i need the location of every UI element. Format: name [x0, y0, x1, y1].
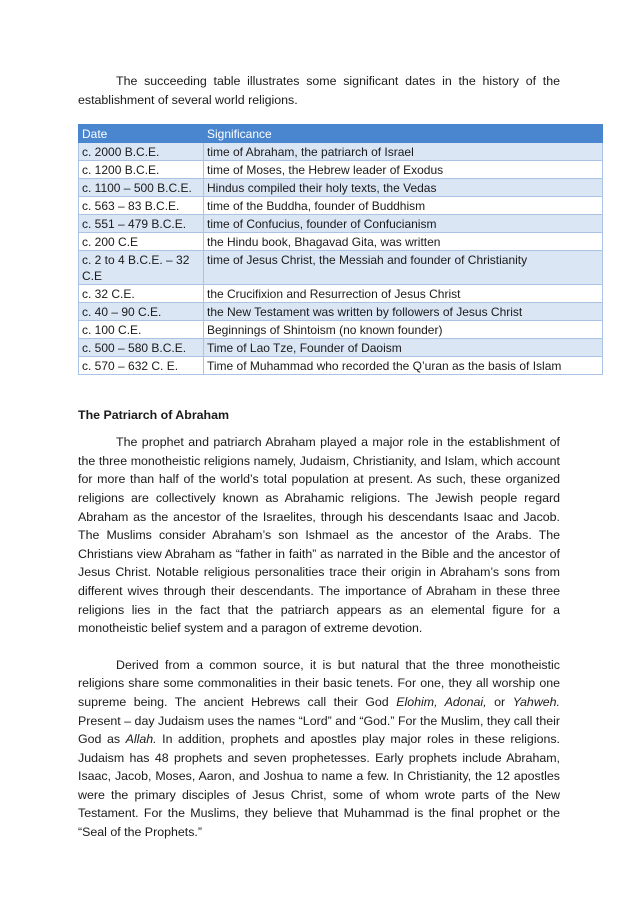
table-row — [79, 143, 603, 161]
paragraph-text: In addition, prophets and apostles play major roles in these religions. Judaism has 48 prophets and seven prophetesses. Early prophets include Abraham, Isaac, Jacob, Moses, Aaron, and Joshua to name a few. In Christianity, the 12 apostles were the primary disciples of Jesus Christ, some of whom wrote parts of the New Testament. For the Muslims, they believe that Muhammad is the final prophet or the “Seal of the Prophets.” — [78, 732, 560, 840]
commonalities-paragraph — [78, 656, 560, 842]
table-row — [79, 285, 603, 303]
date-cell: c. 1200 B.C.E. — [79, 161, 204, 179]
date-cell: c. 100 C.E. — [79, 321, 204, 339]
abraham-paragraph: The prophet and patriarch Abraham played a major role in the establishment of the three monotheistic religions namely, Judaism, Christianity, and Islam, which account for more than half of the world’s total population at present. As such, these organized religions are collectively known as Abrahamic religions. The Jewish people regard Abraham as the ancestor of the Israelites, through his descendants Isaac and Jacob. The Muslims consider Abraham’s son Ishmael as the ancestor of the Arabs. The Christians view Abraham as “father in faith” as narrated in the Bible and the ancestor of Jesus Christ. Notable religious personalities trace their origin in Abraham’s sons from different wives through their descendants. The importance of Abraham in these three religions lies in the fact that the patriarch appears as an elemental figure for a monotheistic belief system and a paragon of extreme devotion. — [78, 435, 560, 636]
significance-cell: time of Confucius, founder of Confucianism — [204, 215, 603, 233]
table-row — [79, 303, 603, 321]
paragraph-text: Derived from a common source, it is but natural that the three monotheistic religions share some commonalities in their basic tenets. For one, they all worship one supreme being. The ancient Hebrews call their God — [78, 657, 560, 709]
table-row — [79, 357, 603, 375]
date-cell: c. 200 C.E — [79, 233, 204, 251]
significance-column-header: Significance — [204, 125, 603, 143]
date-cell: c. 32 C.E. — [79, 285, 204, 303]
significance-cell: Time of Lao Tze, Founder of Daoism — [204, 339, 603, 357]
paragraph-spacer — [78, 638, 560, 656]
significance-cell: the New Testament was written by followers of Jesus Christ — [204, 303, 603, 321]
significance-cell: Hindus compiled their holy texts, the Vedas — [204, 179, 603, 197]
date-cell: c. 563 – 83 B.C.E. — [79, 197, 204, 215]
significance-cell: time of Moses, the Hebrew leader of Exodus — [204, 161, 603, 179]
significance-cell: time of Jesus Christ, the Messiah and founder of Christianity — [204, 251, 603, 285]
yahweh-italic: Yahweh. — [512, 694, 560, 709]
table-header-row — [79, 125, 603, 143]
allah-italic: Allah. — [125, 732, 157, 747]
date-cell: c. 1100 – 500 B.C.E. — [79, 179, 204, 197]
significance-cell: Beginnings of Shintoism (no known founder) — [204, 321, 603, 339]
section-heading: The Patriarch of Abraham — [78, 408, 230, 423]
paragraph-text: Present – day Judaism uses the names “Lord” and “God.” For the Muslim, they call their God as — [78, 713, 560, 747]
significance-cell: the Crucifixion and Resurrection of Jesus Christ — [204, 285, 603, 303]
table-row — [79, 215, 603, 233]
intro-paragraph: The succeeding table illustrates some significant dates in the history of the establishment of several world religions. — [78, 74, 560, 107]
date-cell: c. 2 to 4 B.C.E. – 32 C.E — [79, 251, 204, 285]
significance-cell: Time of Muhammad who recorded the Q’uran as the basis of Islam — [204, 357, 603, 375]
significance-cell: time of Abraham, the patriarch of Israel — [204, 143, 603, 161]
paragraph-text: or — [486, 694, 513, 709]
table-row — [79, 161, 603, 179]
religion-dates-table — [78, 124, 603, 375]
date-cell: c. 40 – 90 C.E. — [79, 303, 204, 321]
table-row — [79, 233, 603, 251]
table-row — [79, 251, 603, 285]
significance-cell: the Hindu book, Bhagavad Gita, was written — [204, 233, 603, 251]
significance-cell: time of the Buddha, founder of Buddhism — [204, 197, 603, 215]
table-row — [79, 321, 603, 339]
document-page — [78, 72, 560, 842]
god-names-italic: Elohim, Adonai, — [396, 694, 487, 709]
date-cell: c. 551 – 479 B.C.E. — [79, 215, 204, 233]
date-cell: c. 570 – 632 C. E. — [79, 357, 204, 375]
date-cell: c. 2000 B.C.E. — [79, 143, 204, 161]
table-row — [79, 179, 603, 197]
date-cell: c. 500 – 580 B.C.E. — [79, 339, 204, 357]
table-row — [79, 339, 603, 357]
table-row — [79, 197, 603, 215]
date-column-header: Date — [79, 125, 204, 143]
